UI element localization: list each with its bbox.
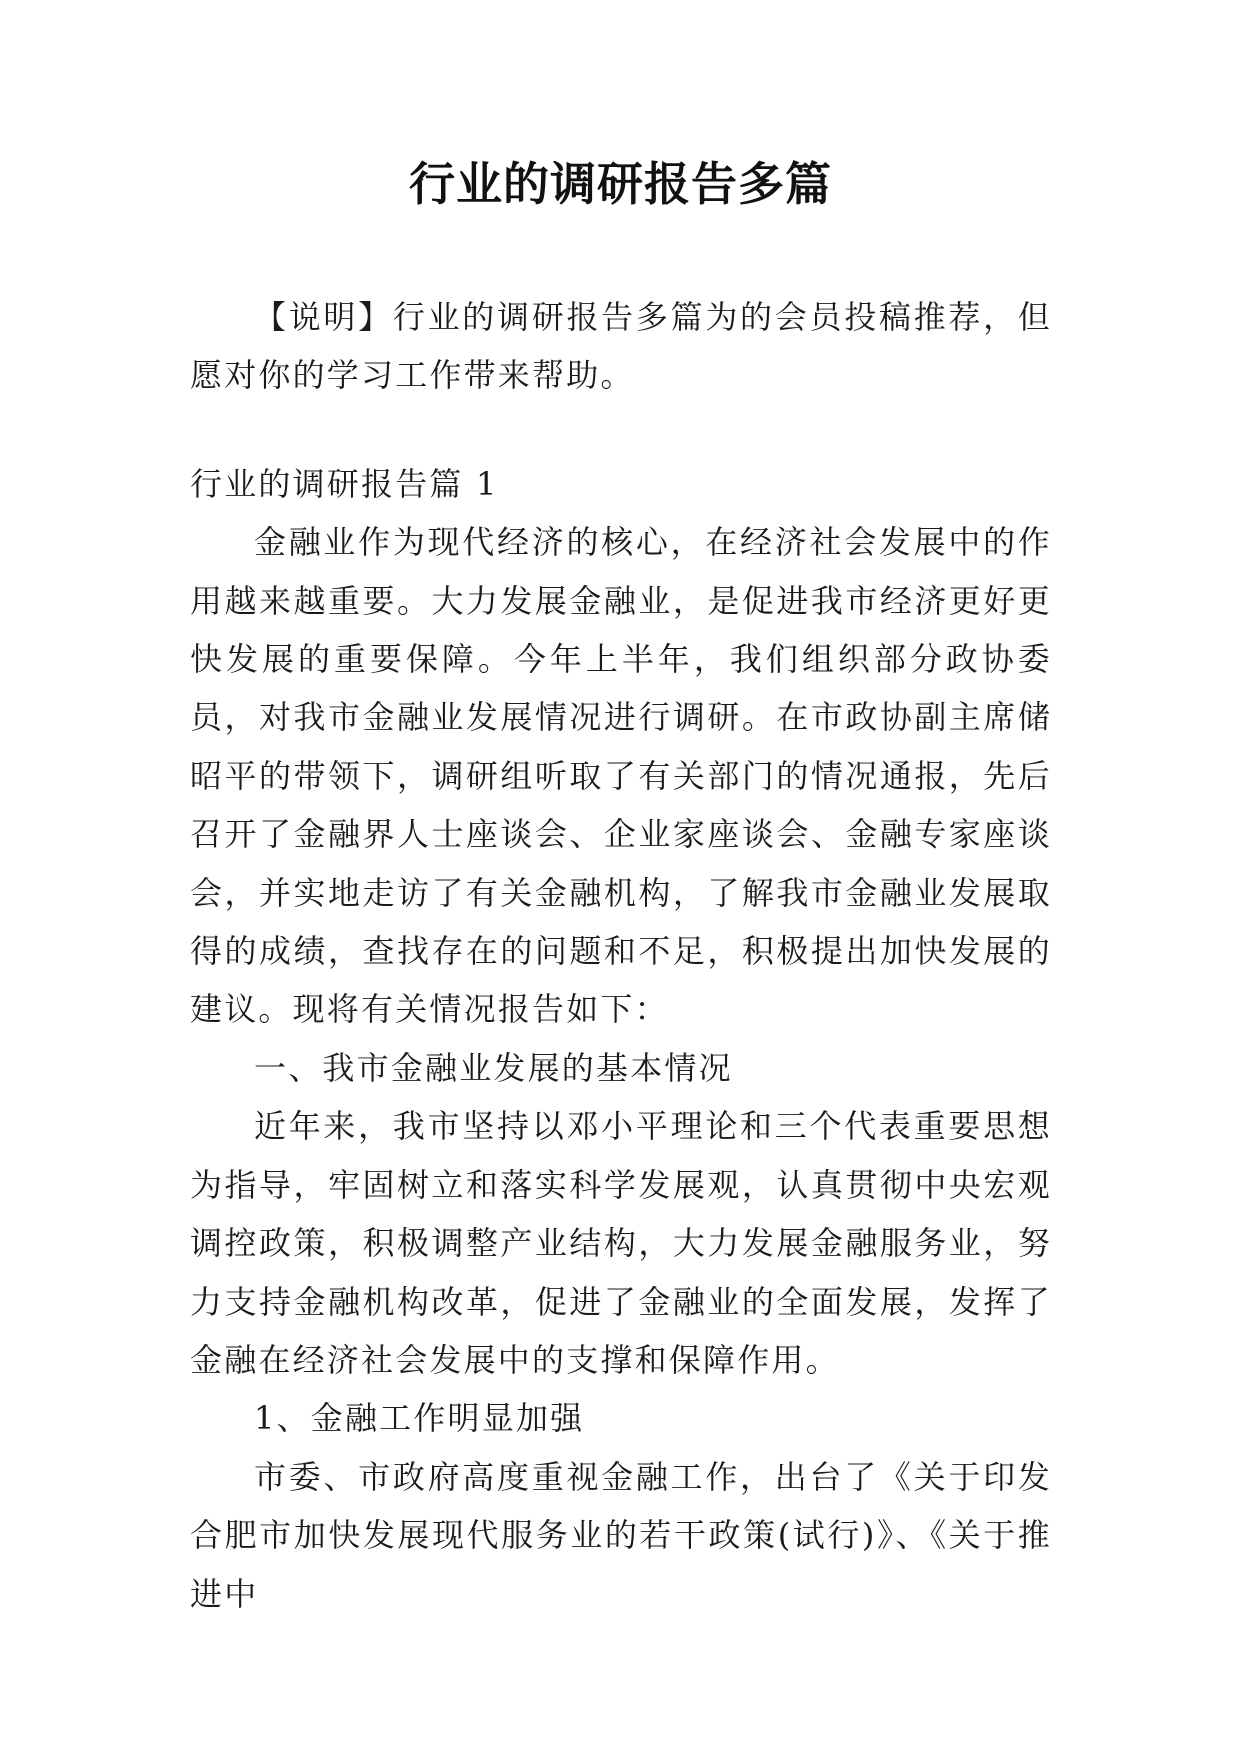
document-title: 行业的调研报告多篇: [409, 157, 832, 211]
subheading: 一、我市金融业发展的基本情况: [254, 1048, 733, 1087]
body-paragraph: 市委、市政府高度重视金融工作，出台了《关于印发合肥市加快发展现代服务业的若干政策(试行)》、《关于推进中: [190, 1457, 1052, 1613]
note-paragraph: 【说明】行业的调研报告多篇为的会员投稿推荐，但愿对你的学习工作带来帮助。: [190, 298, 1052, 395]
document-body: [190, 288, 1052, 1623]
subheading: 1、金融工作明显加强: [254, 1399, 585, 1438]
body-paragraph: 金融业作为现代经济的核心，在经济社会发展中的作用越来越重要。大力发展金融业，是促进我市经济更好更快发展的重要保障。今年上半年，我们组织部分政协委员，对我市金融业发展情况进行调研。在市政协副主席储昭平的带领下，调研组听取了有关部门的情况通报，先后召开了金融界人士座谈会、企业家座谈会、金融专家座谈会，并实地走访了有关金融机构，了解我市金融业发展取得的成绩，查找存在的问题和不足，积极提出加快发展的建议。现将有关情况报告如下：: [190, 523, 1052, 1029]
body-paragraph: 近年来，我市坚持以邓小平理论和三个代表重要思想为指导，牢固树立和落实科学发展观，认真贯彻中央宏观调控政策，积极调整产业结构，大力发展金融服务业，努力支持金融机构改革，促进了金融业的全面发展，发挥了金融在经济社会发展中的支撑和保障作用。: [190, 1107, 1052, 1379]
section-heading: 行业的调研报告篇 1: [190, 464, 499, 503]
